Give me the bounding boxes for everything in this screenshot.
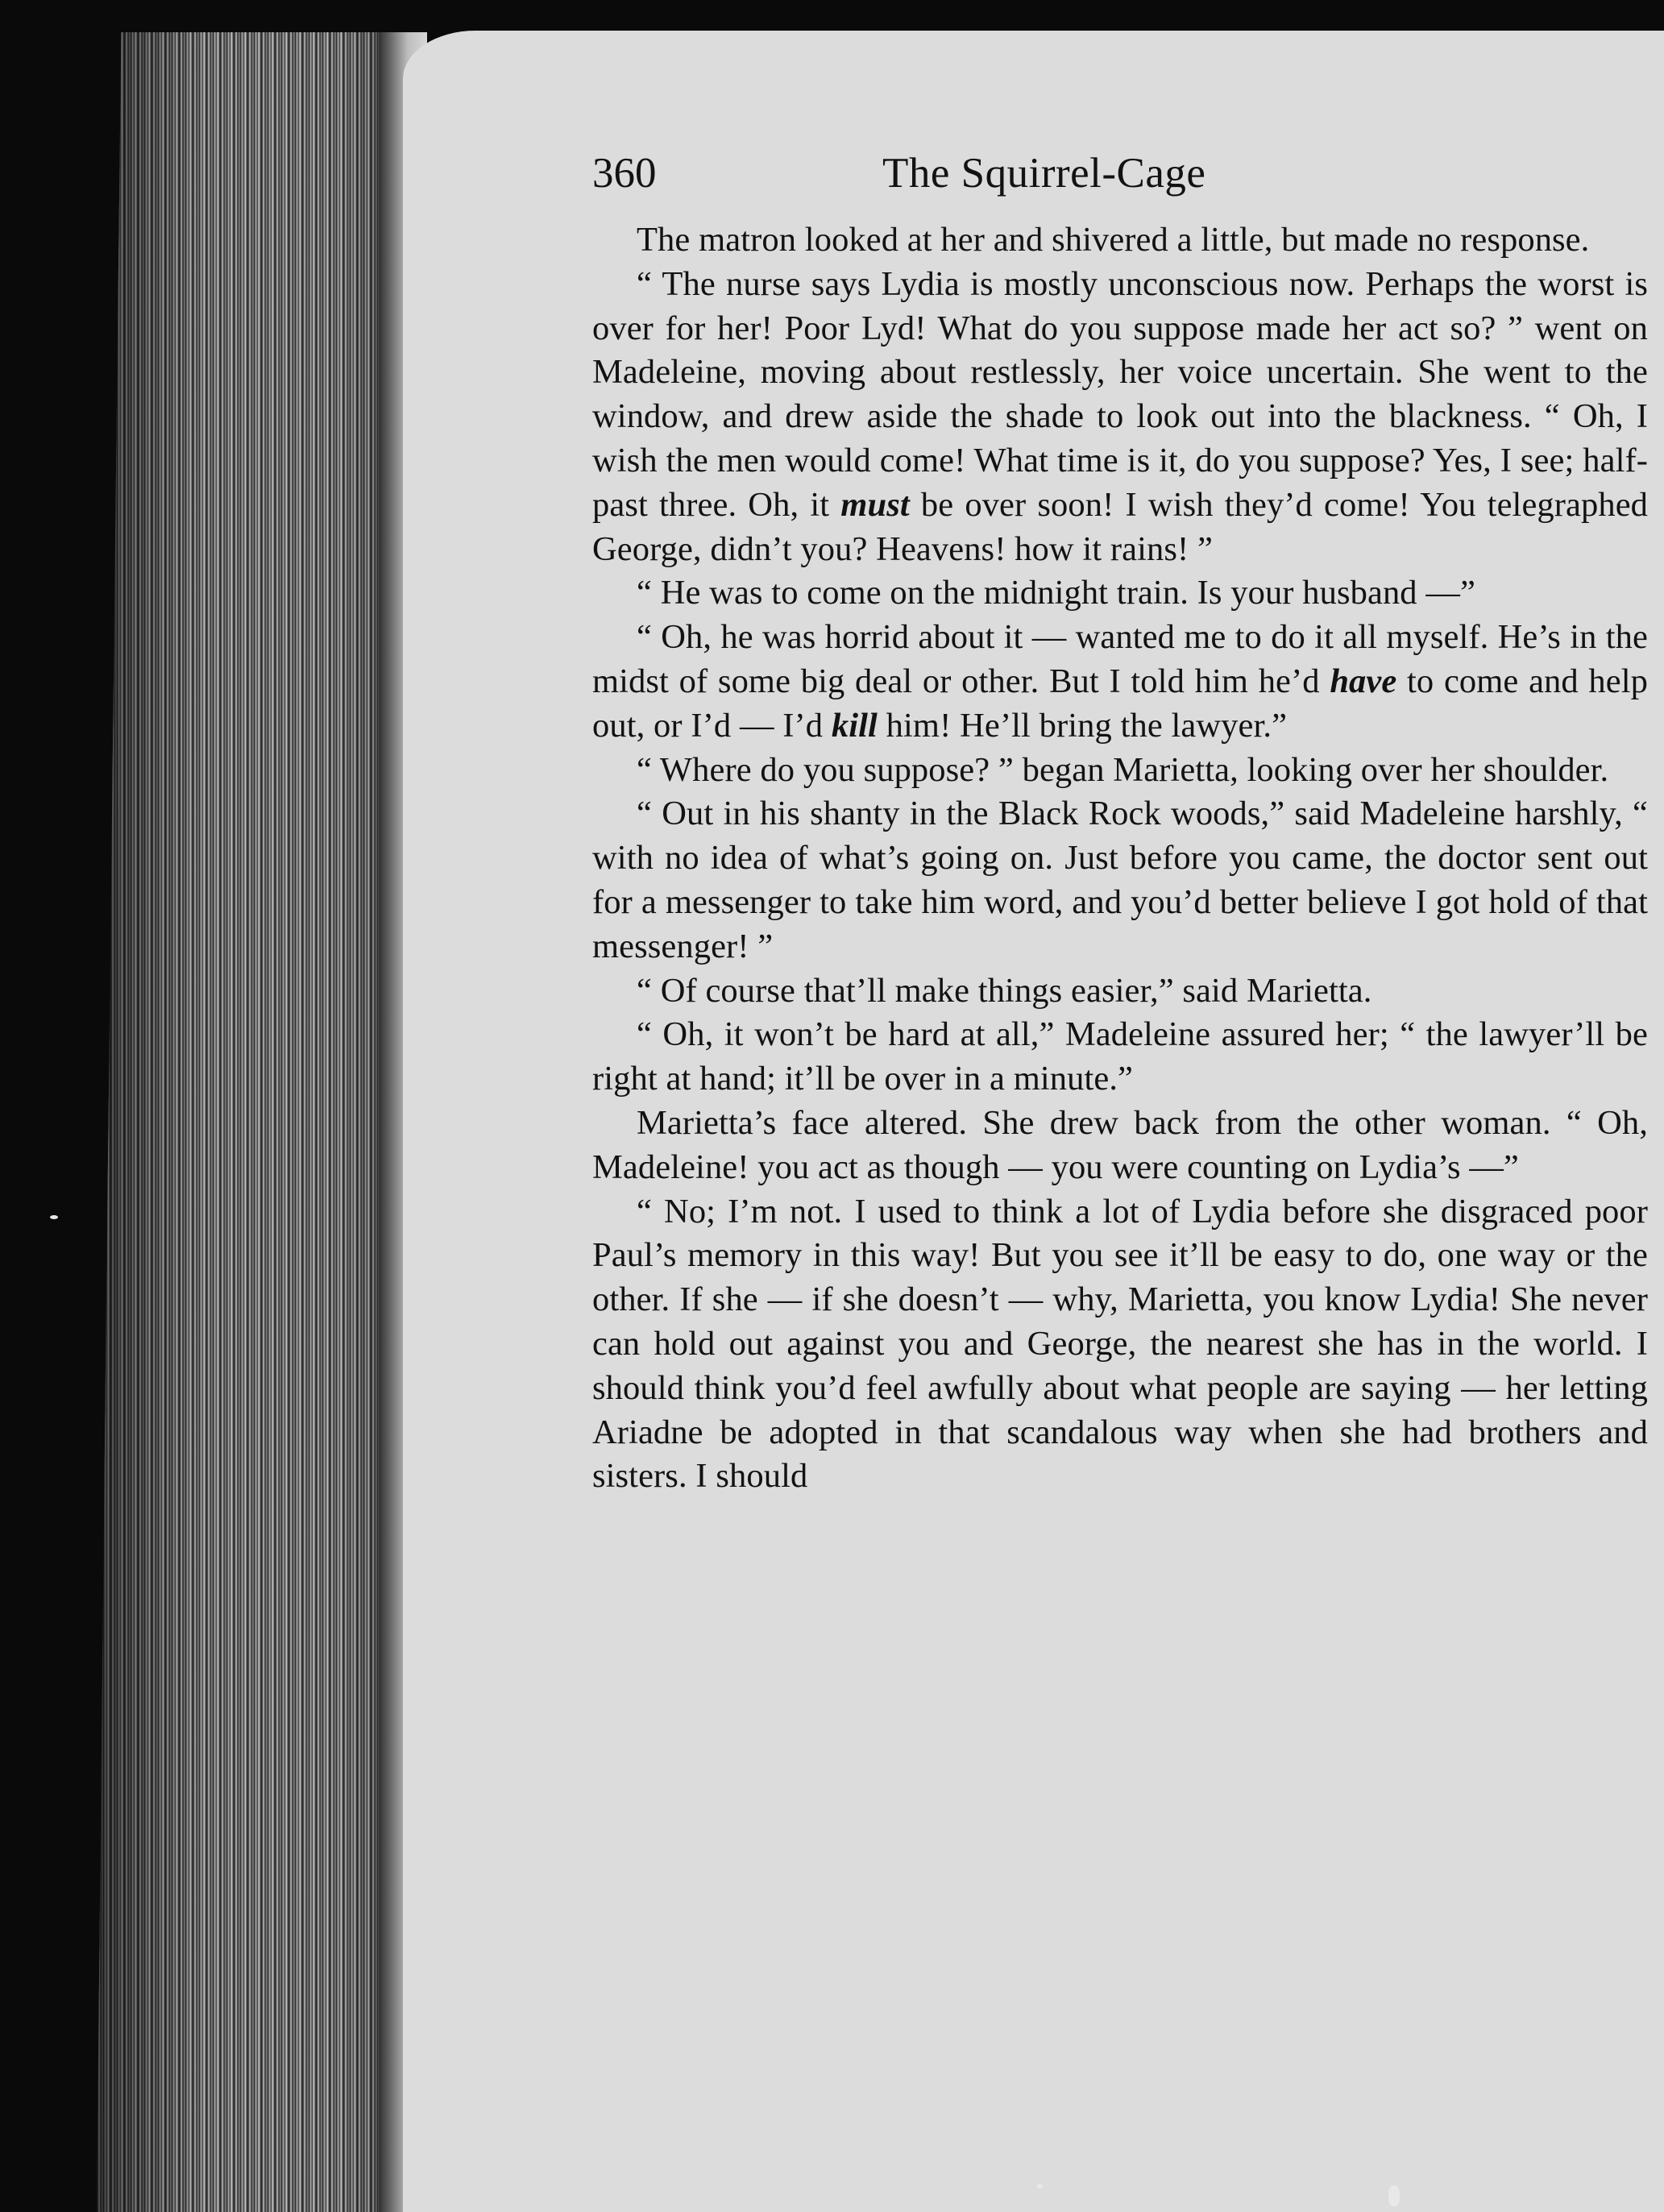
paragraph-text: “ Oh, it won’t be hard at all,” Madeleine assured her; “ the lawyer’ll be right at hand; it’ll be over in a minute.” — [592, 1015, 1648, 1098]
paragraph — [592, 218, 1648, 263]
paragraph — [592, 571, 1648, 616]
body-text — [592, 218, 1648, 1499]
italic-text: kill — [831, 706, 878, 745]
paragraph — [592, 792, 1648, 969]
paragraph-text: “ Out in his shanty in the Black Rock woods,” said Madeleine harshly, “ with no idea of what’s going on. Just before you came, the doctor sent out for a messenger to take him word, and you’d better believe I got hold of that messenger! ” — [592, 795, 1648, 965]
paragraph — [592, 1013, 1648, 1102]
paragraph — [592, 749, 1648, 793]
paragraph-text: “ Where do you suppose? ” began Marietta, looking over her shoulder. — [637, 750, 1609, 789]
paragraph — [592, 969, 1648, 1014]
paragraph-text: “ No; I’m not. I used to think a lot of Lydia before she disgraced poor Paul’s memory in this way! But you see it’ll be easy to do, one way or the other. If she — if she doesn’t — why, Marietta, you know Lydia! She never can hold out against you and George, the nearest she has in the world. I should think you’d feel awfully about what people are saying — her letting Ariadne be adopted in that scandalous way when she had brothers and sisters. I should — [592, 1192, 1648, 1496]
page-text — [592, 141, 1648, 1499]
paragraph-text: “ The nurse says Lydia is mostly unconscious now. Perhaps the worst is over for her! Poor Lyd! What do you suppose made her act so? ” went on Madeleine, moving about restlessly, her voice uncertain. She went to the window, and drew aside the shade to look out into the blackness. “ Oh, I wish the men would come! What time is it, do you suppose? Yes, I see; half-past three. Oh, it — [592, 264, 1648, 524]
paragraph-text: “ He was to come on the midnight train. Is your husband —” — [637, 574, 1475, 612]
fore-edge-shading — [97, 32, 403, 2212]
paragraph — [592, 1190, 1648, 1500]
running-head — [592, 141, 1648, 205]
paragraph-text: “ Of course that’ll make things easier,” said Marietta. — [637, 971, 1372, 1010]
paragraph-text: “ Oh, he was horrid about it — wanted me to do it all myself. He’s in the midst of some big deal or other. But I told him he’d — [592, 618, 1648, 700]
paragraph — [592, 616, 1648, 748]
paragraph-text: The matron looked at her and shivered a little, but made no response. — [637, 221, 1590, 259]
page-number: 360 — [592, 150, 657, 197]
paragraph-text: Marietta’s face altered. She drew back from the other woman. “ Oh, Madeleine! you act as though — you were counting on Lydia’s —” — [592, 1103, 1648, 1186]
paragraph — [592, 263, 1648, 572]
paragraph-text: him! He’ll bring the lawyer.” — [877, 706, 1288, 745]
italic-text: have — [1330, 662, 1397, 700]
paragraph-text: be over soon! I wish they’d come! You telegraphed George, didn’t you? Heavens! how it rains! ” — [592, 485, 1649, 568]
italic-text: must — [840, 485, 910, 524]
running-title: The Squirrel-Cage — [882, 150, 1206, 197]
paragraph — [592, 1102, 1648, 1190]
paragraph-text: to come and help out, or I’d — I’d — [592, 662, 1648, 745]
